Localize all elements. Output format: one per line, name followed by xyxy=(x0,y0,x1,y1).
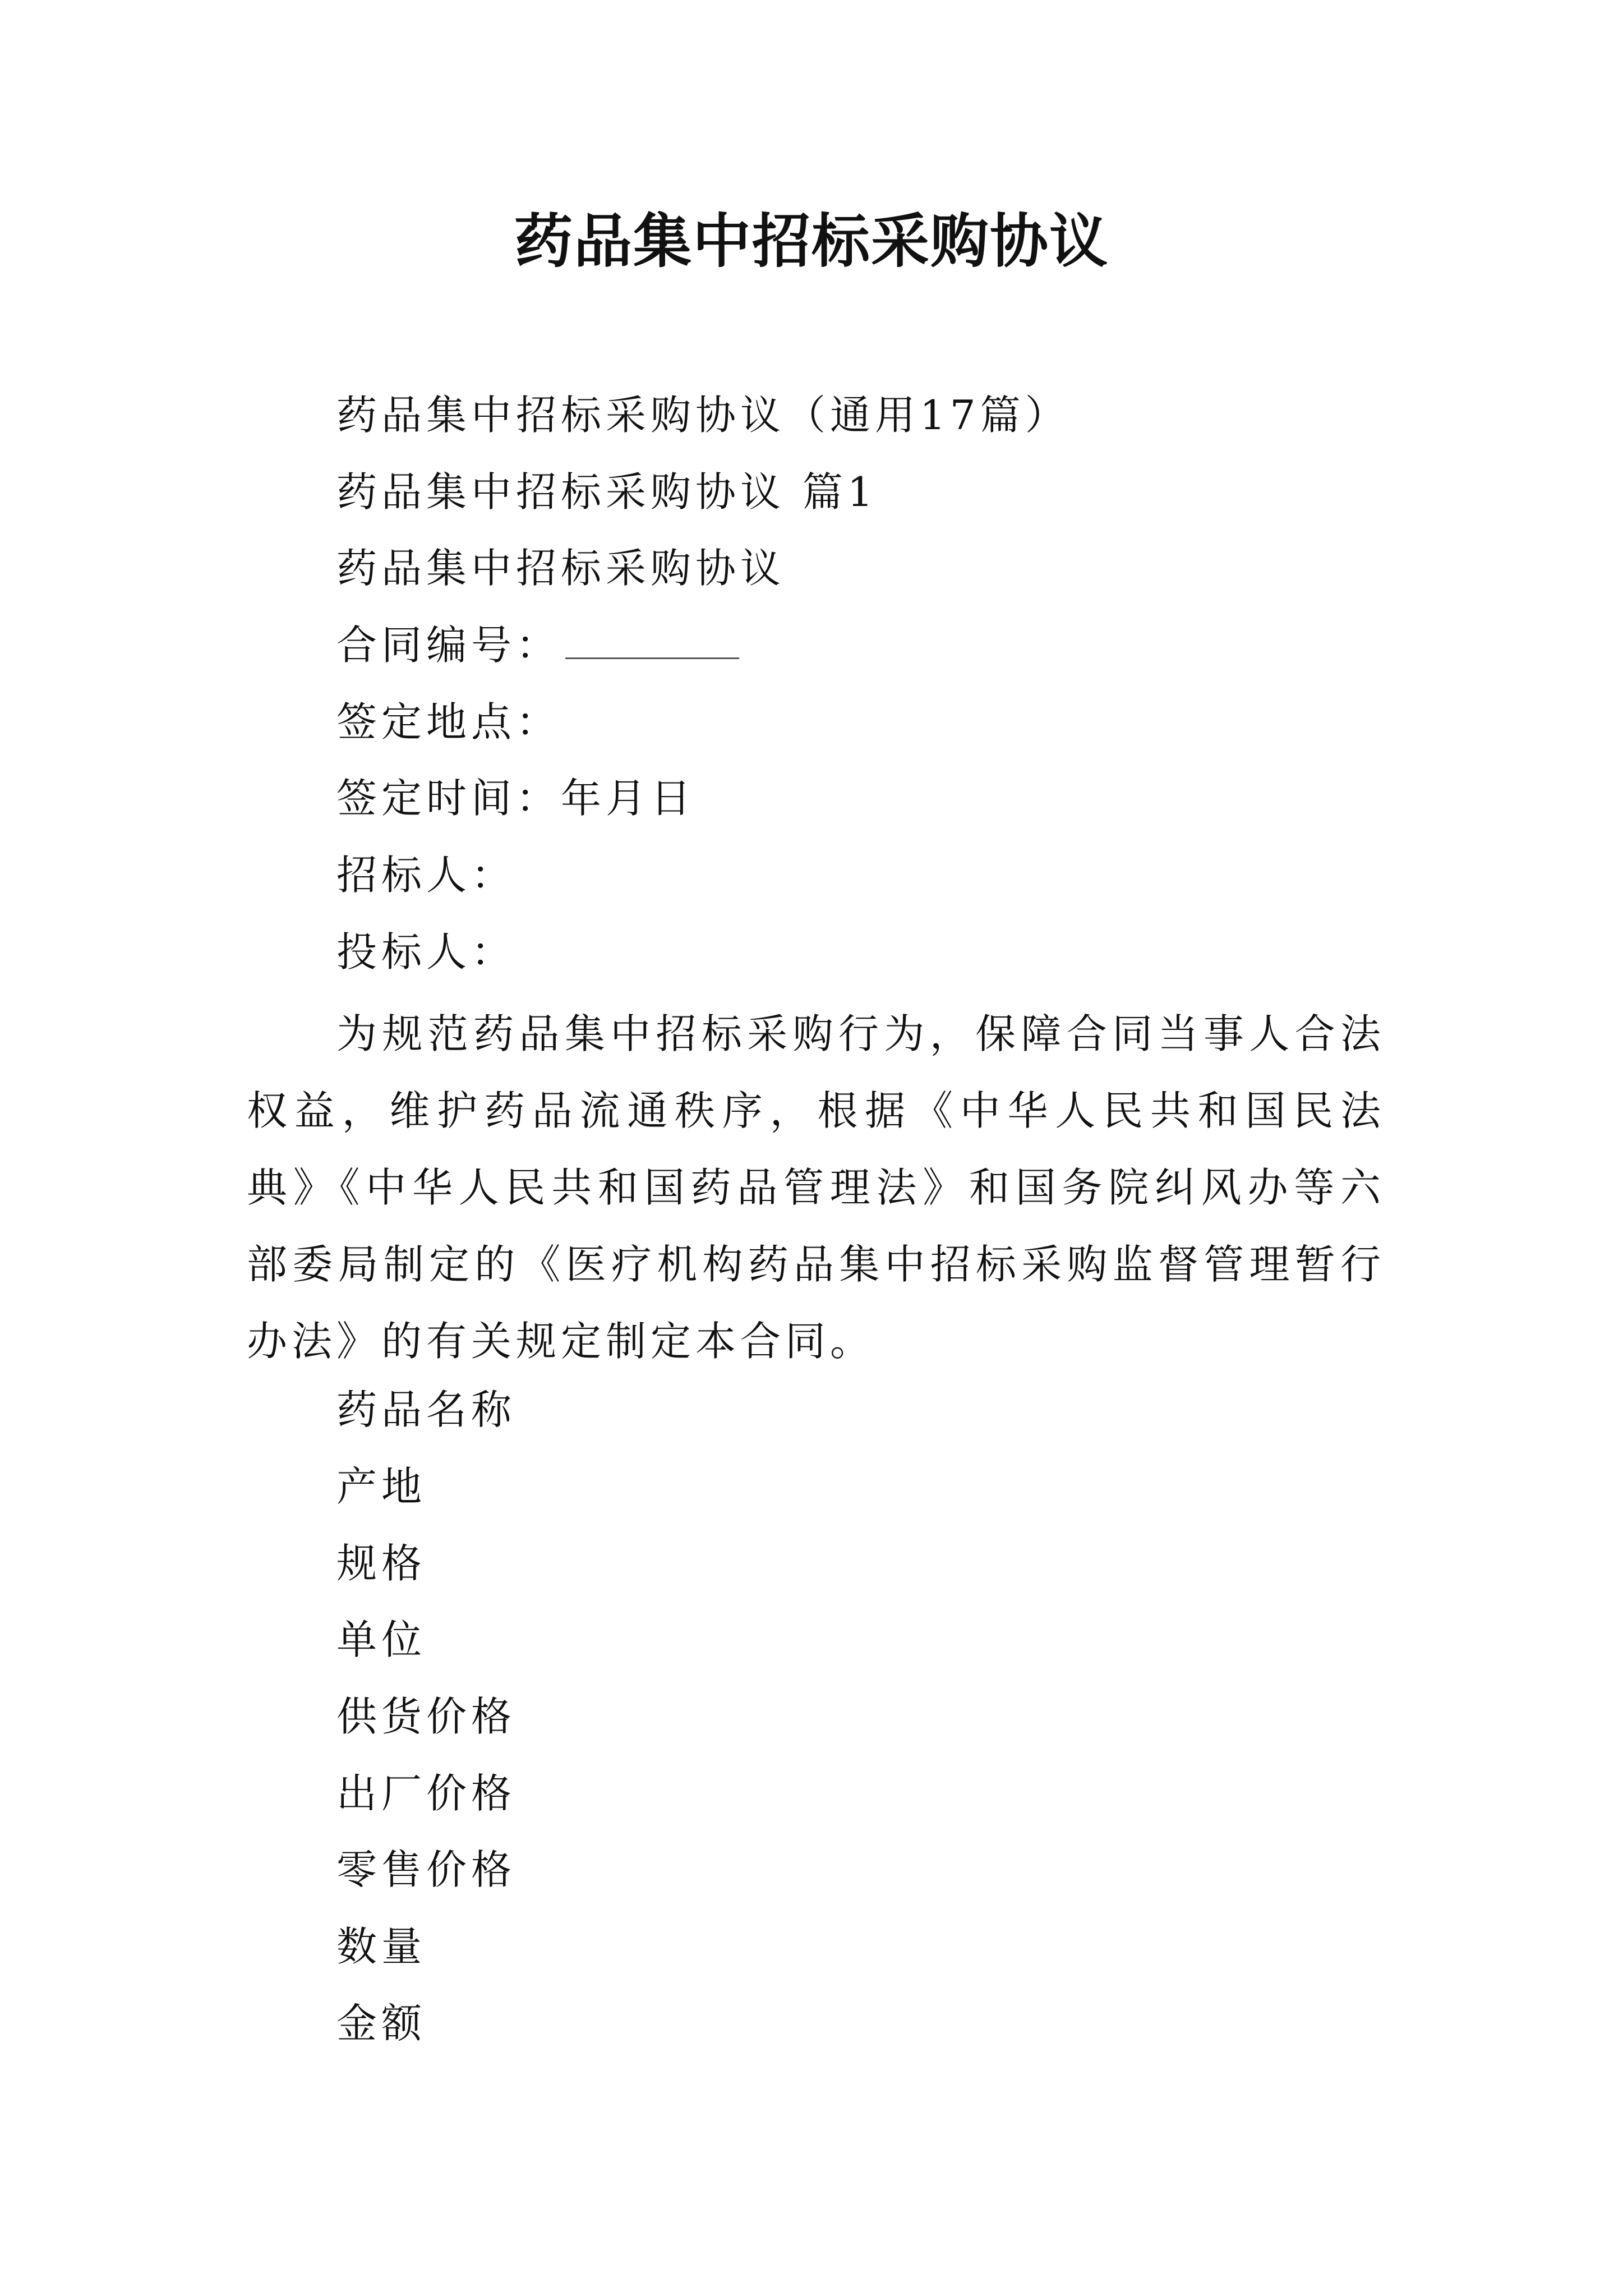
column-specification: 规格 xyxy=(336,1540,427,1587)
contract-no-row xyxy=(336,617,739,673)
preamble-paragraph: 为规范药品集中招标采购行为，保障合同当事人合法权益，维护药品流通秩序，根据《中华人民共和国民法典》《中华人民共和国药品管理法》和国务院纠风办等六部委局制定的《医疗机构药品集中招标采购监督管理暂行办法》的有关规定制定本合同。 xyxy=(247,1010,1385,1365)
column-factory-price: 出厂价格 xyxy=(336,1770,517,1817)
column-quantity: 数量 xyxy=(336,1923,427,1970)
signing-time-label: 签定时间：年月日 xyxy=(336,775,696,822)
signing-place-label: 签定地点： xyxy=(336,698,561,746)
section-heading: 药品集中招标采购协议 篇1 xyxy=(336,468,878,516)
contract-no-blank xyxy=(565,624,739,659)
column-origin: 产地 xyxy=(336,1463,427,1510)
column-retail-price: 零售价格 xyxy=(336,1846,517,1893)
contract-no-label: 合同编号： xyxy=(336,622,561,669)
column-drug-name: 药品名称 xyxy=(336,1386,517,1433)
bidder-label: 投标人： xyxy=(336,928,517,976)
column-unit: 单位 xyxy=(336,1616,427,1663)
tenderer-label: 招标人： xyxy=(336,852,517,899)
column-amount: 金额 xyxy=(336,2000,427,2047)
document-subtitle: 药品集中招标采购协议（通用17篇） xyxy=(336,392,1070,439)
column-supply-price: 供货价格 xyxy=(336,1693,517,1740)
contract-name: 药品集中招标采购协议 xyxy=(336,545,786,592)
document-title: 药品集中招标采购协议 xyxy=(514,206,1109,275)
